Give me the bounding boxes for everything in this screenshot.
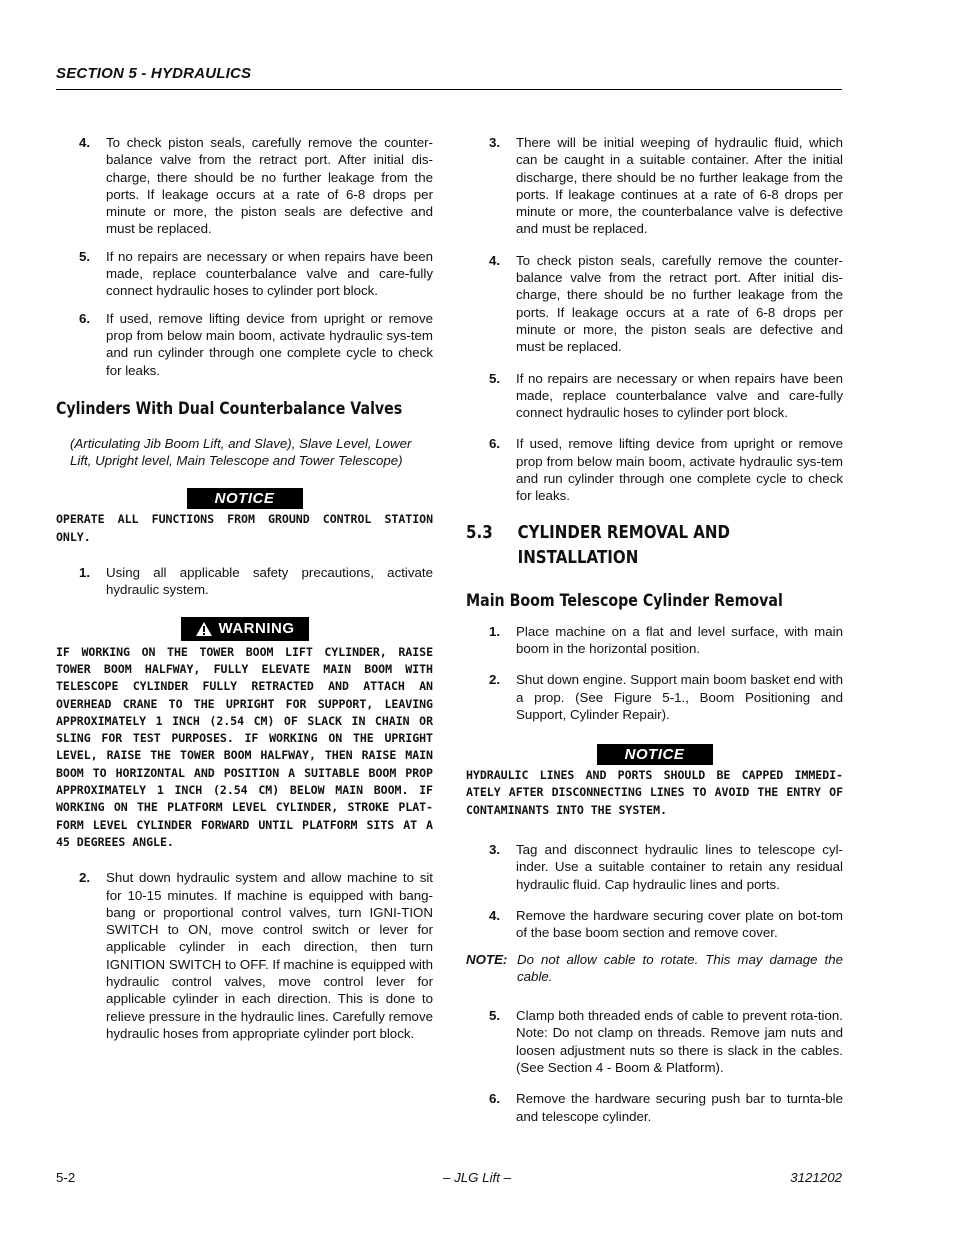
section-heading-line-2 <box>466 546 790 571</box>
footer-brand: – JLG Lift – <box>443 1170 511 1185</box>
warning-block <box>56 617 433 852</box>
step-text: Tag and disconnect hydraulic lines to telescope cyl-inder. Use a suitable container to retain any residual hydraulic fluid. Cap hydraulic lines and ports. <box>516 842 843 892</box>
step-number: 6. <box>489 1091 501 1107</box>
step-item <box>56 134 433 238</box>
step-text: Shut down hydraulic system and allow machine to sit for 10-15 minutes. If machine is equipped with bang-bang or proportional control valves, turn IGNI-TION SWITCH to ON, move control switch or lever for applicable cylinder in each direction, then turn IGNITION SWITCH to OFF. If machine is equipped with hydraulic control valves, move control lever for applicable cylinder in each direction. This is done to relieve pressure in the hydraulic lines. Carefully remove hydraulic hoses from appropriate cylinder port block. <box>106 870 433 1041</box>
step-number: 3. <box>489 842 501 858</box>
warning-badge <box>181 617 309 641</box>
dual-counterbalance-subtitle: (Articulating Jib Boom Lift, and Slave), Slave Level, Lower Lift, Upright level, Main Telescope and Tower Telescope) <box>70 435 412 469</box>
step-number: 2. <box>79 870 91 886</box>
step-text: If used, remove lifting device from upright or remove prop from below main boom, activate hydraulic sys-tem and run cylinder through one complete cycle to check for leaks. <box>516 436 843 504</box>
step-item <box>466 435 843 504</box>
step-text: To check piston seals, carefully remove the counter-balance valve from the retract port. After initial dis-charge, there should be no further leakage from the ports. If leakage occurs at a rate of 6-8 drops per minute or more, the piston seals are defective and must be replaced. <box>516 252 843 355</box>
notice-text: OPERATE ALL FUNCTIONS FROM GROUND CONTROL STATION ONLY. <box>56 512 433 544</box>
step-item <box>56 310 433 379</box>
step-number: 6. <box>489 436 501 452</box>
step-item <box>466 907 843 942</box>
step-number: 5. <box>79 248 91 264</box>
section-header-title: SECTION 5 - HYDRAULICS <box>56 65 252 82</box>
step-text: If used, remove lifting device from upright or remove prop from below main boom, activate hydraulic sys-tem and run cylinder through one complete cycle to check for leaks. <box>106 310 433 378</box>
step-number: 4. <box>489 252 501 268</box>
step-number: 5. <box>489 1008 501 1024</box>
step-text: If no repairs are necessary or when repairs have been made, replace counterbalance valve and care-fully connect hydraulic hoses to cylinder port block. <box>106 248 433 299</box>
section-heading <box>466 521 843 571</box>
step-number: 6. <box>79 310 91 326</box>
section-heading-line-1 <box>466 521 790 546</box>
left-column <box>56 134 433 1042</box>
warning-label: WARNING <box>218 620 295 638</box>
notice-text: HYDRAULIC LINES AND PORTS SHOULD BE CAPPED IMMEDI-ATELY AFTER DISCONNECTING LINES TO AVOID THE ENTRY OF CONTAMINANTS INTO THE SYSTEM. <box>466 768 843 817</box>
note-label: NOTE: <box>466 951 508 967</box>
dual-counterbalance-heading: Cylinders With Dual Counterbalance Valves <box>56 398 403 418</box>
notice-block <box>466 744 843 819</box>
step-item <box>466 370 843 422</box>
step-text: If no repairs are necessary or when repairs have been made, replace counterbalance valve and care-fully connect hydraulic hoses to cylinder port block. <box>516 370 843 421</box>
step-text: To check piston seals, carefully remove the counter-balance valve from the retract port. After initial dis-charge, there should be no further leakage from the ports. If leakage occurs at a rate of 6-8 drops per minute or more, the piston seals are defective and must be replaced. <box>106 135 433 237</box>
step-text: There will be initial weeping of hydraulic fluid, which can be caught in a suitable container. After the initial discharge, there should be no further leakage from the ports. If leakage continues at a rate of 6-8 drops per minute or more, the counterbalance valve is defective and must be replaced. <box>516 135 843 237</box>
step-item <box>466 252 843 356</box>
step-number: 2. <box>489 672 501 688</box>
step-text: Shut down engine. Support main boom basket end with a prop. (See Figure 5-1., Boom Positioning and Support, Cylinder Repair). <box>516 672 843 722</box>
section-title-1: CYLINDER REMOVAL AND <box>517 522 731 543</box>
note <box>466 951 843 986</box>
step-number: 4. <box>489 907 501 923</box>
step-item <box>56 248 433 300</box>
section-number: 5.3 <box>466 522 493 543</box>
step-item <box>466 1090 843 1125</box>
step-number: 5. <box>489 370 501 386</box>
step-item <box>466 623 843 658</box>
warning-triangle-icon <box>195 621 213 637</box>
header-rule <box>56 89 842 90</box>
step-number: 1. <box>79 565 91 581</box>
notice-badge: NOTICE <box>597 744 713 765</box>
step-item <box>466 1007 843 1076</box>
step-item <box>56 564 433 599</box>
page-number: 5-2 <box>56 1170 76 1185</box>
step-text: Using all applicable safety precautions, activate hydraulic system. <box>106 565 433 598</box>
document-number: 3121202 <box>790 1170 842 1185</box>
section-title-2: INSTALLATION <box>517 547 639 568</box>
step-item <box>466 671 843 723</box>
notice-badge: NOTICE <box>187 488 303 509</box>
warning-text: IF WORKING ON THE TOWER BOOM LIFT CYLINDER, RAISE TOWER BOOM HALFWAY, FULLY ELEVATE MAIN BOOM WITH TELESCOPE CYLINDER FULLY RETRACTED AND ATTACH AN OVERHEAD CRANE TO THE UPRIGHT FOR SUPPORT, LEAVING APPROXIMATELY 1 INCH (2.54 CM) OF SLACK IN CHAIN OR SLING FOR TEST PURPOSES. IF WORKING ON THE UPRIGHT LEVEL, RAISE THE TOWER BOOM HALFWAY, THEN RAISE MAIN BOOM TO HORIZONTAL AND POSITION A SUITABLE BOOM PROP APPROXIMATELY 1 INCH (2.54 CM) BELOW MAIN BOOM. IF WORKING ON THE PLATFORM LEVEL CYLINDER, STROKE PLAT-FORM LEVEL CYLINDER FORWARD UNTIL PLATFORM SITS AT A 45 DEGREES ANGLE. <box>56 644 433 849</box>
removal-heading: Main Boom Telescope Cylinder Removal <box>466 590 783 610</box>
note-text: Do not allow cable to rotate. This may damage the cable. <box>517 951 843 984</box>
step-text: Remove the hardware securing push bar to turnta-ble and telescope cylinder. <box>516 1091 843 1124</box>
step-text: Place machine on a flat and level surface, with main boom in the horizontal position. <box>516 623 843 656</box>
step-text: Clamp both threaded ends of cable to prevent rota-tion. Note: Do not clamp on threads. Remove jam nuts and loosen adjustment nuts so there is slack in the cables. (See Section 4 - Boom & Platform). <box>516 1008 843 1075</box>
step-number: 4. <box>79 135 91 150</box>
step-item <box>466 134 843 238</box>
step-number: 1. <box>489 623 501 639</box>
step-number: 3. <box>489 135 501 150</box>
step-item <box>466 841 843 893</box>
step-item <box>56 869 433 1042</box>
right-column <box>466 134 843 1125</box>
notice-block <box>56 488 433 546</box>
step-text: Remove the hardware securing cover plate on bot-tom of the base boom section and remove cover. <box>516 907 843 941</box>
